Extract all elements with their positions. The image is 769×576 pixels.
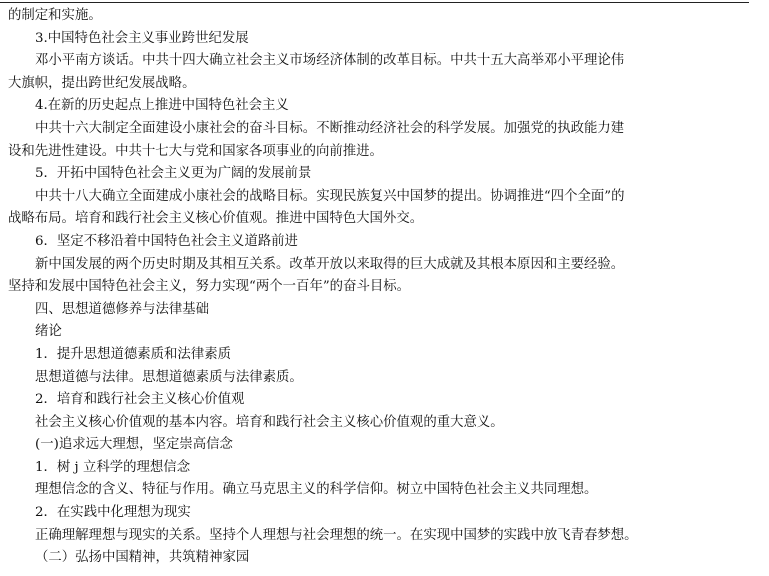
section-heading: 绪论 [35, 324, 62, 340]
text-line: 邓小平南方谈话。中共十四大确立社会主义市场经济体制的改革目标。中共十五大高举邓小平理论伟 [35, 53, 625, 69]
chapter-heading: 四、思想道德修养与法律基础 [35, 301, 210, 317]
section-heading: 3.中国特色社会主义事业跨世纪发展 [35, 30, 249, 46]
text-line: 战略布局。培育和践行社会主义核心价值观。推进中国特色大国外交。 [8, 211, 424, 227]
text-line: 中共十八大确立全面建成小康社会的战略目标。实现民族复兴中国梦的提出。协调推进“四个全面”的 [35, 188, 625, 204]
text-line: 理想信念的含义、特征与作用。确立马克思主义的科学信仰。树立中国特色社会主义共同理想。 [35, 482, 598, 498]
section-heading: 5．开拓中国特色社会主义更为广阔的发展前景 [35, 166, 312, 182]
section-heading: 1．提升思想道德素质和法律素质 [35, 346, 231, 362]
section-heading: 2．在实践中化理想为现实 [35, 505, 191, 521]
text-line: 正确理解理想与现实的关系。坚持个人理想与社会理想的统一。在实现中国梦的实践中放飞青春梦想。 [35, 527, 638, 543]
text-line: 中共十六大制定全面建设小康社会的奋斗目标。不断推动经济社会的科学发展。加强党的执政能力建 [35, 120, 625, 136]
document-body [8, 5, 753, 570]
text-line: 的制定和实施。 [8, 8, 102, 23]
section-heading: 2．培育和践行社会主义核心价值观 [35, 392, 245, 408]
text-line: 坚持和发展中国特色社会主义，努力实现“两个一百年”的奋斗目标。 [8, 279, 411, 295]
text-line: 新中国发展的两个历史时期及其相互关系。改革开放以来取得的巨大成就及其根本原因和主要经验。 [35, 256, 625, 272]
section-heading: （二）弘扬中国精神，共筑精神家园 [35, 550, 250, 566]
text-line: 思想道德与法律。思想道德素质与法律素质。 [35, 369, 303, 385]
top-rule [0, 2, 749, 3]
text-line: 设和先进性建设。中共十七大与党和国家各项事业的向前推进。 [8, 143, 383, 159]
section-heading: 6．坚定不移沿着中国特色社会主义道路前进 [35, 233, 298, 249]
section-heading: (一)追求远大理想，坚定崇高信念 [35, 437, 233, 453]
section-heading: 1．树 j 立科学的理想信念 [35, 459, 191, 475]
text-line: 大旗帜，提出跨世纪发展战略。 [8, 75, 196, 91]
text-line: 社会主义核心价值观的基本内容。培育和践行社会主义核心价值观的重大意义。 [35, 414, 504, 430]
section-heading: 4.在新的历史起点上推进中国特色社会主义 [35, 98, 289, 114]
